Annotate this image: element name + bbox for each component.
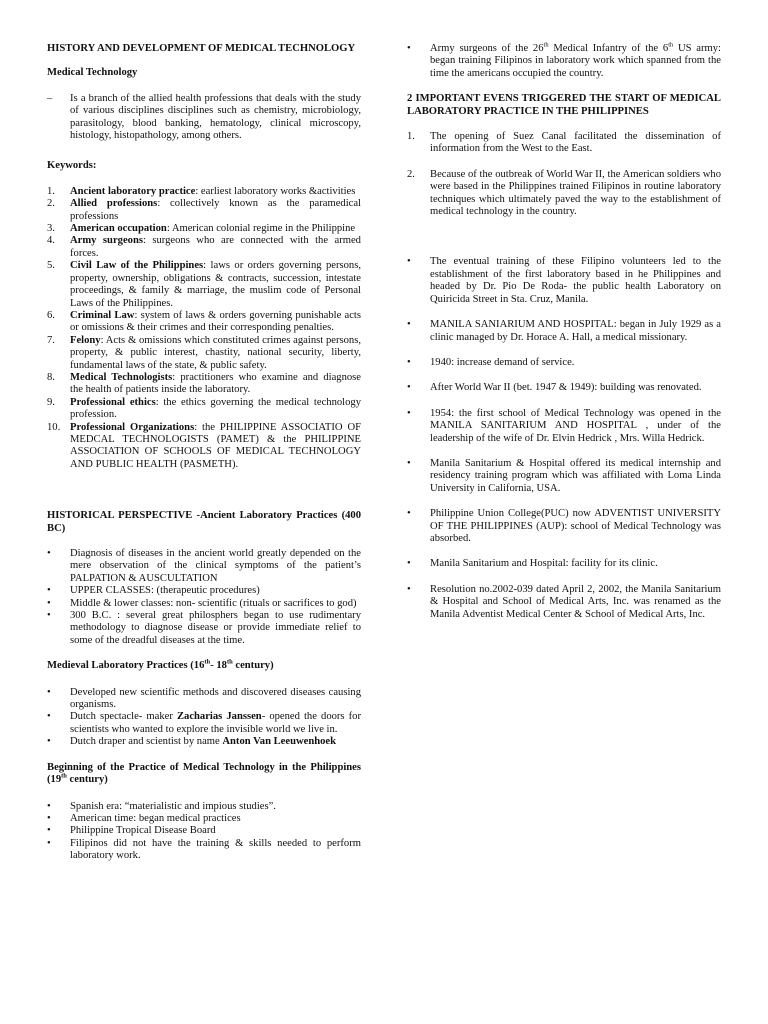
keyword-item <box>47 223 361 235</box>
list-item-text: Filipinos did not have the training & skills needed to perform laboratory work. <box>70 837 361 862</box>
medieval-heading <box>47 660 361 672</box>
event-number: 2. <box>407 168 415 180</box>
bullet-icon: • <box>47 812 51 824</box>
timeline-text: MANILA SANIARIUM AND HOSPITAL: began in July 1929 as a clinic managed by Dr. Horace A. Hall, a medical missionary. <box>430 319 721 343</box>
keyword-term: Felony <box>70 334 101 346</box>
timeline-text: 1940: increase demand of service. <box>430 356 575 368</box>
list-item <box>407 43 721 80</box>
ancient-practices-list <box>47 548 361 647</box>
keyword-number: 3. <box>47 223 55 235</box>
list-item-text: US army: began training Filipinos in laboratory work which spanned from the time the americans occupied the country. <box>430 43 721 79</box>
bullet-icon: • <box>47 597 51 609</box>
keyword-number: 5. <box>47 260 55 272</box>
list-item-text: Medical Infantry of the 6 <box>548 43 669 54</box>
historical-perspective-heading: HISTORICAL PERSPECTIVE -Ancient Laboratory Practices (400 BC) <box>47 510 361 534</box>
keyword-number: 6. <box>47 309 55 321</box>
keyword-item <box>47 372 361 397</box>
medieval-heading-part: - 18 <box>210 660 227 672</box>
medieval-heading-part: century) <box>232 660 274 672</box>
keywords-list <box>47 186 361 471</box>
keyword-def: : practitioners who examine and diagnose the health of patients inside the laboratory. <box>70 371 361 396</box>
list-item-text: Spanish era: “materialistic and impious studies”. <box>70 800 276 812</box>
keyword-def: : surgeons who are connected with the armed forces. <box>70 235 361 259</box>
superscript: th <box>668 41 674 49</box>
keyword-item <box>47 422 361 472</box>
beginning-list <box>47 801 361 863</box>
list-item-text: Army surgeons of the 26 <box>430 43 544 54</box>
timeline-text: 1954: the first school of Medical Technology was opened in the MANILA SANITARIUM AND HOSPITAL , under of the leadership of the wife of Dr. Elvin Hedrick , Mrs. Willa Hedrick. <box>430 407 721 444</box>
definition-text: Is a branch of the allied health professions that deals with the study of various disciplines disciplines such as chemistry, microbiology, parasitology, blood banking, hematology, clinical microscopy, histology, histopathology, among others. <box>70 92 361 142</box>
list-item <box>47 711 361 736</box>
beginning-heading <box>47 762 361 787</box>
timeline-item <box>407 319 721 344</box>
keyword-number: 7. <box>47 334 55 346</box>
bullet-icon: • <box>407 319 411 331</box>
keyword-item <box>47 310 361 335</box>
bullet-icon: • <box>407 43 411 54</box>
timeline-item <box>407 357 721 369</box>
timeline-item <box>407 408 721 445</box>
dash-marker: – <box>47 92 53 104</box>
list-item-text: Developed new scientific methods and discovered diseases causing organisms. <box>70 686 361 711</box>
list-item <box>47 801 361 813</box>
bullet-icon: • <box>407 457 411 469</box>
timeline-item <box>407 382 721 394</box>
list-item <box>47 687 361 712</box>
keyword-def: : Acts & omissions which constituted crimes against persons, property, & public interest, chastity, national security, liberty, fundamental laws of the state, & public safety. <box>70 334 361 371</box>
timeline-list <box>407 256 721 621</box>
list-item-text: 300 B.C. : several great philosphers began to use rudimentary methodology to diagnose disease or provide immediate relief to some of the dreadful diseases at the time. <box>70 610 361 646</box>
list-item <box>47 825 361 837</box>
right-column <box>407 40 721 621</box>
superscript: th <box>226 658 233 666</box>
keywords-heading: Keywords: <box>47 160 97 172</box>
event-item <box>407 131 721 156</box>
keyword-def: : American colonial regime in the Philippine <box>166 223 356 235</box>
timeline-text: Manila Sanitarium and Hospital: facility for its clinic. <box>430 558 658 570</box>
keyword-term: Allied professions <box>70 198 158 210</box>
bullet-icon: • <box>407 256 411 268</box>
keyword-item <box>47 198 361 223</box>
keyword-def: : laws or orders governing persons, property, ownership, obligations & contracts, succession, intestate proceedings, & family & marriage, the muslim code of Personal Laws of the Philippines. <box>70 260 362 309</box>
keyword-number: 2. <box>47 198 55 210</box>
list-item-text: Dutch spectacle- maker <box>70 711 177 723</box>
timeline-text: The eventual training of these Filipino volunteers led to the establishment of the first laboratory based in he Philippines and headed by Dr. Pio De Roda- the public health Laboratory on Quiricida Street in Sta. Cruz, Manila. <box>430 256 721 305</box>
keyword-item <box>47 335 361 372</box>
keyword-def: : earliest laboratory works &activities <box>195 185 356 197</box>
keyword-item <box>47 260 361 310</box>
list-item-text: Diagnosis of diseases in the ancient world greatly depended on the mere observation of the clinical symptoms of the patient’s PALPATION & AUSCULTATION <box>70 548 361 584</box>
list-item <box>47 736 361 748</box>
list-item <box>47 598 361 610</box>
keyword-term: Medical Technologists <box>70 371 173 383</box>
list-item <box>47 813 361 825</box>
event-number: 1. <box>407 131 415 143</box>
bullet-icon: • <box>407 382 411 394</box>
superscript: th <box>61 772 67 780</box>
list-item-text: Philippine Tropical Disease Board <box>70 825 216 837</box>
keyword-def: : collectively known as the paramedical professions <box>70 198 362 222</box>
timeline-text: Manila Sanitarium & Hospital offered its medical internship and residency training program which was affiliated with Loma Linda University in California, USA. <box>430 457 721 494</box>
list-item-bold: Zacharias Janssen <box>176 711 262 723</box>
superscript: th <box>204 658 211 666</box>
medical-technology-heading: Medical Technology <box>47 67 138 79</box>
keyword-term: Civil Law of the Philippines <box>70 260 204 272</box>
keyword-term: Army surgeons <box>70 235 143 247</box>
events-list <box>407 131 721 218</box>
event-text: The opening of Suez Canal facilitated the dissemination of information from the West to the East. <box>430 131 721 155</box>
list-item-text: American time: began medical practices <box>70 812 241 824</box>
timeline-item <box>407 584 721 621</box>
bullet-icon: • <box>47 825 51 837</box>
medieval-heading-part: Medieval Laboratory Practices (16 <box>47 660 205 672</box>
list-item-text: Dutch draper and scientist by name <box>70 736 223 748</box>
event-text: Because of the outbreak of World War II, the American soldiers who were based in the Philippines trained Filipinos in routine laboratory techniques which ultimately paved the way to the establishment of medical technology in the country. <box>430 168 721 218</box>
keyword-def: : the PHILIPPINE ASSOCIATIO OF MEDCAL TECHNOLOGISTS (PAMET) & the PHILIPPINE ASSOCIATION OF SCHOOLS OF MEDICAL TECHNOLOGY AND PUBLIC HEALTH (PASMETH). <box>70 421 361 470</box>
timeline-text: After World War II (bet. 1947 & 1949): building was renovated. <box>430 382 702 394</box>
keyword-term: Professional ethics <box>70 396 156 408</box>
keyword-term: Criminal Law <box>70 309 135 321</box>
bullet-icon: • <box>47 800 51 812</box>
left-column <box>47 40 361 863</box>
list-item <box>47 585 361 597</box>
list-item-text: UPPER CLASSES: (therapeutic procedures) <box>70 585 260 597</box>
keyword-item <box>47 186 361 198</box>
event-item <box>407 169 721 219</box>
keyword-number: 1. <box>47 185 55 197</box>
bullet-icon: • <box>47 837 51 849</box>
list-item-text: Middle & lower classes: non- scientific (rituals or sacrifices to god) <box>70 597 357 609</box>
keyword-item <box>47 235 361 260</box>
bullet-icon: • <box>47 686 51 698</box>
timeline-text: Philippine Union College(PUC) now ADVENTIST UNIVERSITY OF THE PHILIPPINES (AUP): school of Medical Technology was absorbed. <box>430 508 721 544</box>
bullet-icon: • <box>407 407 411 419</box>
keyword-def: : the ethics governing the medical technology profession. <box>70 396 361 421</box>
timeline-text: Resolution no.2002-039 dated April 2, 2002, the Manila Sanitarium & Hospital and School of Medical Arts, Inc. was renamed as the Manila Adventist Medical Center & School of Medical Arts, Inc. <box>430 583 721 620</box>
keyword-number: 9. <box>47 396 55 408</box>
bullet-icon: • <box>47 736 51 748</box>
list-item <box>47 610 361 647</box>
keyword-term: American occupation <box>70 223 167 235</box>
bullet-icon: • <box>47 610 51 622</box>
medieval-list <box>47 687 361 749</box>
keyword-number: 8. <box>47 371 55 383</box>
superscript: th <box>543 41 549 49</box>
timeline-item <box>407 256 721 306</box>
definition <box>47 93 361 143</box>
list-item <box>47 838 361 863</box>
bullet-icon: • <box>47 585 51 597</box>
timeline-item <box>407 558 721 570</box>
keyword-number: 4. <box>47 235 55 247</box>
bullet-icon: • <box>47 548 51 559</box>
list-item-bold: Anton Van Leeuwenhoek <box>222 736 337 748</box>
keyword-number: 10. <box>47 421 61 433</box>
list-item <box>47 548 361 585</box>
list-item-text: - opened the doors for scientists who wanted to explore the invisible world we live in. <box>70 711 361 735</box>
bullet-icon: • <box>47 711 51 723</box>
bullet-icon: • <box>407 508 411 520</box>
keyword-term: Ancient laboratory practice <box>70 185 196 197</box>
timeline-item <box>407 508 721 545</box>
events-heading: 2 IMPORTANT EVENS TRIGGERED THE START OF MEDICAL LABORATORY PRACTICE IN THE PHILIPPINES <box>407 93 721 117</box>
keyword-def: : system of laws & orders governing punishable acts or omissions & their crimes and their corresponding penalties. <box>70 309 361 334</box>
bullet-icon: • <box>407 583 411 595</box>
bullet-icon: • <box>407 356 411 368</box>
bullet-icon: • <box>407 558 411 570</box>
keyword-item <box>47 397 361 422</box>
beginning-heading-part: century) <box>66 774 108 786</box>
beginning-heading-part: Beginning of the Practice of Medical Technology in the Philippines (19 <box>47 761 361 786</box>
keyword-term: Professional Organizations <box>70 421 195 433</box>
timeline-item <box>407 458 721 495</box>
main-title: HISTORY AND DEVELOPMENT OF MEDICAL TECHNOLOGY <box>47 43 356 54</box>
